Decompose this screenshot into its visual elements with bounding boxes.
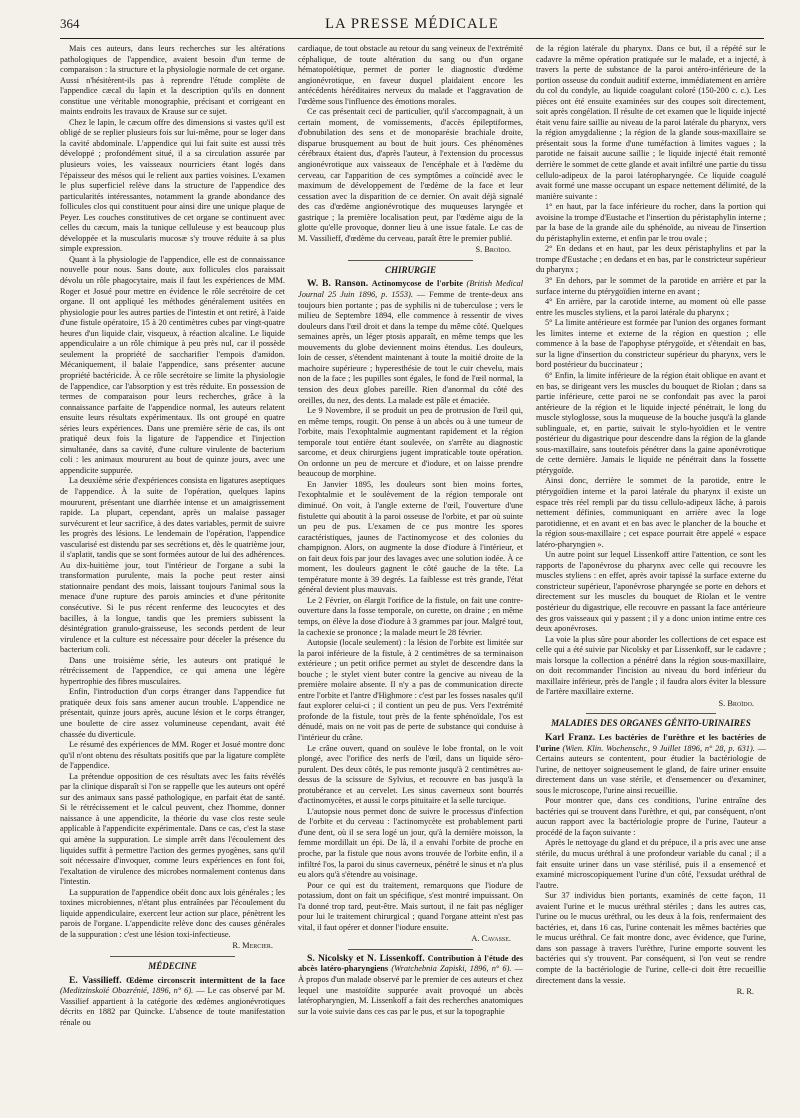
list-item: 6° Enfin, la limite inférieure de la région était oblique en avant et en bas, se dirigeant vers les muscles du bouquet de Riolan ; dans sa partie inférieure, cette paroi ne se confondait pas avec la paroi antérieure de la région et le liquide injecté pénétrait, le long du muscle styloglosse, sous la muqueuse de la bouche jusqu'à la glande sublinguale, et, en partie, suivait le stylo-hyoïdien et le ventre postérieur du digastrique pour descendre dans la région de la glande sous-maxillaire, sans toutefois pénétrer dans la gaine aponévrotique de cette dernière. Jamais le liquide ne pénétrait dans la fossette ptérygoïde. (536, 370, 766, 475)
signature: R. Mercier. (232, 941, 273, 951)
article-author: Karl Franz. (545, 732, 596, 743)
paragraph: Quant à la physiologie de l'appendice, elle est de connaissance nouvelle pour nous. Sans doute, aux follicules clos paraissait dévolu un rôle phagocytaire, mais il faut les expériences de MM. Roger et Josué pour mettre en évidence le rôle secrétoire de cet organe. Il ont appliqué les méthodes généralement usitées en physiologie pour les autres parties de l'intestin et ont retiré, à l'aide d'une fistule opératoire, 15 à 20 centimètres cubes par vingt-quatre heures d'un liquide clair, visqueux, à réaction alcaline. Le liquide appendiculaire a un rôle chimique à peu près nul, car il possède seulement la propriété de saccharifier l'empois d'amidon. Mécaniquement, il balaie l'appendice, sans présenter aucune propriété bactéricide. À ce rôle secrétoire se limite la physiologie de l'appendice, car l'absorption y est très réduite. En possession de termes de comparaison pour leurs recherches, grâce à la connaissance parfaite de l'appendice normal, les auteurs relatent ensuite leurs résultats expérimentaux. Ils ont groupé en quatre séries leurs expériences. Dans une première série de cas, ils ont pratiqué deux fois la ligature de l'appendice et l'injection simultanée, dans sa cavité, d'une culture virulente de bacterium coli : les animaux moururent au bout de quinze jours, avec une appendicite suppurée. (60, 254, 285, 475)
page-header (60, 14, 764, 39)
abstract-vassilieff (60, 976, 285, 1029)
paragraph: Pour ce qui est du traitement, remarquons que l'iodure de potassium, dont on fait un spécifique, s'est montré impuissant. On l'a donné trop tard, peut-être. Mais surtout, il ne fait pas négliger pour lui le traitement chirurgical ; quand l'organe atteint n'est pas vital, il faut opérer et donner l'iodure ensuite. (298, 880, 523, 932)
abstract-ranson (298, 279, 523, 406)
list-item: 5° La limite antérieure est formée par l'union des organes formant les limites interne et externe de la région en question ; elle commence à la base de l'apophyse ptérygoïde, et s'étendait en bas, sur la ligne d'insertion du constricteur supérieur du pharynx, vers le bord postérieur du buccinateur ; (536, 318, 766, 370)
journal-title: LA PRESSE MÉDICALE (325, 16, 499, 32)
paragraph: L'autopsie nous permet donc de suivre le processus d'infection de l'orbite et du cerveau : l'actinomycète est probablement parti d'une dent, où il se sera logé un jour, qu'à la dernière moisson, la femme mordillait un épi. De là, il a envahi l'orbite de proche en proche, par la fistule que nous avons trouvée de l'orbite enfin, il a infiltré l'os, la paroi du sinus caverneux, pénétré le sinus et n'a plus eu alors qu'à s'étendre au voisinage. (298, 806, 523, 880)
article-source: (British Medical Journal 25 Juin 1896, p. 1553). (298, 279, 523, 300)
abstract-nicolsky-lissenkoff (298, 954, 523, 1017)
section-heading-genito-urinaires: MALADIES DES ORGANES GÉNITO-URINAIRES (551, 718, 751, 729)
paragraph: La voie la plus sûre pour aborder les collections de cet espace est celle qui a été suivie par Nicolsky et par Lissenkoff, sur le cadavre ; mais lorsque la collection a pénétré dans la région sous-maxillaire, on doit recommander l'incision au niveau du bord inférieur du maxillaire inférieur, près de l'angle ; il faudra alors éviter la blessure de l'artère maxillaire externe. (536, 634, 766, 697)
paragraph: Pour montrer que, dans ces conditions, l'urine entraîne des bactéries qui se trouvent dans l'urèthre, et qui, par conséquent, n'ont aucun rapport avec la bactériologie propre de l'urine, l'auteur a procédé de la façon suivante : (536, 796, 766, 837)
divider (348, 949, 473, 950)
article-text: — Femme de trente-deux ans toujours bien portante ; pas de syphilis ni de tuberculose ; vers le milieu de Septembre 1894, elle commence à ressentir de vives douleurs dans l'œil droit et dans la tempe du même côté. Quelques semaines après, un léger ptosis apparaît, en même temps que les mouvements du globe deviennent moins étendus. Les douleurs, loin de cesser, s'étendent maintenant à toute la moitié droite de la machoire supérieure ; hyperesthésie de tout le cuir chevelu, mais non de la face ; les pupilles sont égales, le fond de l'œil normal, la tension des deux globes pareille. Rien d'anormal du côté des oreilles, du nez, des dents. La malade est pâle et émaciée. (298, 290, 523, 405)
paragraph: Chez le lapin, le cæcum offre des dimensions si vastes qu'il est obligé de se replier plusieurs fois sur lui-même, pour se loger dans la cavité abdominale. L'appendice qui lui fait suite est aussi très développé ; profondément situé, il a sa circulation assurée par plusieurs voies, les vaisseaux nourriciers étant logés dans l'épaisseur des mésos qui le relient aux parties voisines. L'examen le plus superficiel relève dans la structure de l'appendice des particularités intéressantes, notamment la grande abondance des follicules clos qui constituent pour ainsi dire une unique plaque de Peyer. Les couches constitutives de cet organe se continuent avec celles du cæcum, mais la tunique celluleuse y est beaucoup plus développée et la muscularis mucosæ s'y trouve réduite à sa plus simple expression. (60, 117, 285, 254)
paragraph: Le 9 Novembre, il se produit un peu de protrusion de l'œil qui, en même temps, rougit. On pense à un abcès ou à une tumeur de l'orbite, mais l'exophtalmie augmentant rapidement et la région temporale tout entière étant soulevée, on s'arrête au diagnostic sarcome, et deux chirurgiens jugent impraticable toute opération. On ordonne un peu de mercure et d'iodure, et on laisse prendre beaucoup de morphine. (298, 406, 523, 479)
list-item: 1° en haut, par la face inférieure du rocher, dans la portion qui avoisine la trompe d'Eustache et l'insertion du péristaphylin interne ; par la base de la grande aile du sphénoïde, au niveau de l'insertion du péristaphylin externe, et enfin par le trou ovale ; (536, 202, 766, 243)
paragraph: La prétendue opposition de ces résultats avec les faits révélés par la clinique disparaît si l'on se rappelle que les auteurs ont opéré sur des animaux sans passé pathologique, en parfait état de santé. Si le rétrécissement et le calcul peuvent, chez l'homme, donner naissance à une appendicite, la théorie du vase clos reste seule applicable à l'appendicite expérimentale. Dans ce cas, c'est la stase qui amène la suppuration. Le simple arrêt dans l'écoulement des liquides suffit à permettre l'action des germes pyogènes, sans qu'il soit nécessaire d'invoquer, comme leurs expériences en font foi, l'exaltation de virulence des microbes normalement contenus dans l'intestin. (60, 771, 285, 887)
paragraph: Un autre point sur lequel Lissenkoff attire l'attention, ce sont les rapports de l'aponévrose du pharynx avec celle qui recouvre les muscles styliens : en effet, après avoir tapissé la surface externe du constricteur supérieur, l'aponévrose pharyngée se porte en dehors et directement sur les muscles du bouquet de Riolan et le ventre postérieur du digastrique, elle recouvre en passant la face antérieure des gros vaisseaux qui y passent ; il y a donc union intime entre ces deux aponévroses. (536, 550, 766, 634)
paragraph: Ainsi donc, derrière le sommet de la parotide, entre le ptérygoïdien interne et la paroi latérale du pharynx il existe un espace très réel rempli par du tissu cellulo-adipeux lâche, à parois nettement définies, communiquant en arrière avec la loge parotidienne, et en avant et en bas avec le plancher de la bouche et la région sous-maxillaire ; cet espace pourrait être appelé « espace latéro-pharyngien ». (536, 476, 766, 549)
signature: S. Broïdo. (475, 245, 511, 255)
paragraph: Dans une troisième série, les auteurs ont pratiqué le rétrécissement de l'appendice, ce qui amena une légère hypertrophie des fibres musculaires. (60, 655, 285, 686)
paragraph: Ce cas présentait ceci de particulier, qu'il s'accompagnait, à un certain moment, de vomissements, d'accès épileptiformes, d'obnubilation des sens et de monoparésie brachiale droite, disparue brusquement au bout de huit jours. Ces phénomènes cérébraux étaient dus, d'après l'auteur, à l'extension du processus angionévrotique aux vaisseaux de l'encéphale et à l'œdème du cerveau, car l'apparition de ces symptômes a coïncidé avec le maximum de développement de l'œdème de la face et leur cessation avec la disparition de ce dernier. On avait déjà signalé des cas d'œdème angionévrotique des muqueuses laryngée et gastrique ; la première localisation peut, par l'œdème aigu de la glotte qu'elle provoque, donner lieu à une issue fatale. Le cas de M. Vassilieff, d'œdème du cerveau, paraît être le premier publié. (298, 107, 523, 243)
article-author: W. B. Ranson. (307, 278, 369, 290)
divider (586, 713, 716, 714)
column-middle (298, 44, 523, 1110)
divider (110, 956, 235, 957)
list-item: 4° En arrière, par la carotide interne, au moment où elle passe entre les muscles styliens, et la paroi latérale du pharynx ; (536, 297, 766, 317)
paragraph: Autopsie (locale seulement) : la lésion de l'orbite est limitée sur la paroi inférieure de la fistule, à 2 centimètres de sa terminaison extérieure ; un petit orifice permet au stylet de descendre dans la bouche ; le stylet vient buter contre la gencive au niveau de la première molaire absente. Il n'y a pas de communication directe entre l'orbite et l'antre d'Highmore : c'est par les fosses nasales qu'il faut explorer celui-ci ; il contient un peu de pus. Vers l'extrémité profonde de la fistule, tout près de la fente sphénoïdale, l'os est dénudé, mais on ne voit pas de perte de substance qui conduise à l'intérieur du crâne. (298, 638, 523, 742)
article-title: Actinomycose de l'orbite (371, 279, 463, 289)
article-text: — Certains auteurs se contentent, pour étudier la bactériologie de l'urine, de nettoyer soigneusement le gland, de faire uriner ensuite directement dans un vase stérile, et d'ensemencer ou d'examiner, sous le microscope, l'urine ainsi recueillie. (536, 743, 766, 795)
paragraph: Après le nettoyage du gland et du prépuce, il a pris avec une anse stérile, du mucus uréthral à une profondeur variable du canal ; il a fait ensuite uriner dans un vase stérilisé, puis il a ensemencé et examiné microscopiquement l'urine d'un côté, l'exsudat uréthral de l'autre. (536, 838, 766, 890)
section-heading-medecine: MÉDECINE (148, 961, 197, 972)
article-author: S. Nicolsky et N. Lissenkoff. (307, 952, 425, 964)
paragraph: En Janvier 1895, les douleurs sont bien moins fortes, l'exophtalmie et le soulèvement de la région temporale ont diminué. On voit, à l'angle externe de l'œil, l'ouverture d'une fistulette qui aboutit à la paroi osseuse de l'orbite, et par où suinte un peu de pus. L'examen de ce pus montre les spores caractéristiques, jaunes de l'actinomycose et des colonies du champignon. Alors, on augmente la dose d'iodure à l'intérieur, et on fait deux fois par jour des lavages avec une solution iodée. À ce moment, les douleurs gagnent le côté gauche de la tête. La température monte à 39 degrés. La faiblesse est très grande, l'état général devient plus mauvais. (298, 479, 523, 595)
list-item: 3° En dehors, par le sommet de la parotide en arrière et par la surface interne du ptérygoïdien interne en avant ; (536, 276, 766, 296)
section-heading-chirurgie: CHIRURGIE (384, 264, 437, 275)
article-title: Œdème circonscrit intermittent de la face (125, 975, 285, 985)
article-author: E. Vassilieff. (69, 974, 122, 986)
article-source: (Wien. Klin. Wochenschr., 9 Juillet 1896, n° 28, p. 631). (562, 743, 755, 753)
article-source: (Wratchebnia Zapiski, 1896, n° 6). (391, 964, 512, 974)
page-number: 364 (60, 16, 80, 31)
paragraph: Le crâne ouvert, quand on soulève le lobe frontal, on le voit plongé, avec l'orifice des nerfs de l'œil, dans un liquide séro-purulent. Des deux côtés, le pus remonte jusqu'à 2 centimètres au-dessus de la scissure de Sylvius, et recouvre en bas jusqu'à la protubérance et au cervelet. Les sinus caverneux sont bourrés d'actinomycètes, et aussi le corps pituitaire et la selle turcique. (298, 743, 523, 806)
article-text: — À propos d'un malade observé par le premier de ces auteurs et chez lequel une mastoïdite suppurée avait provoqué un abcès latéropharyngien, M. Lissenkoff a fait des recherches anatomiques sur la voie suivie dans ces cas par le pus, et sur la topographie (298, 964, 523, 1016)
article-title: Contribution à l'étude des abcès latéro-pharyngiens (298, 953, 523, 974)
paragraph: La deuxième série d'expériences consista en ligatures aseptiques de l'appendice. À la suite de l'opération, quelques lapins moururent, présentant une diarrhée intense et un amaigrissement rapide. La plupart, cependant, après un malaise passager survécurent et leur sacrifice, à des dates variables, permit de suivre les progrès des lésions. Le lendemain de l'opération, l'appendice vascularisé est distendu par ses secrétions et, dès le quatrième jour, il s'aplatit, tandis que se sont formées autour de lui des adhérences. Au dix-huitième jour, tout l'intérieur de l'organe a subi la transformation purulente, mais la poche peut rester ainsi stationnaire pendant des mois, laissant toujours l'animal sous la menace d'une rupture des parois amincies et d'une péritonite consécutive. Si le pus récent renferme des leucocytes et des bacilles, à la longue, tandis que les premiers subissent la désintégration granulo-graisseuse, les seconds perdent de leur virulence et la culture est nécessaire pour déceler la présence du bacterium coli. (60, 476, 285, 655)
abstract-franz (536, 733, 766, 796)
column-right (536, 44, 766, 1110)
divider (348, 260, 473, 261)
signature: S. Broïdo. (718, 698, 754, 708)
signature: A. Cavasse. (471, 934, 511, 944)
paragraph: Sur 37 individus bien portants, examinés de cette façon, 11 avaient l'urine et le mucus uréthral stériles ; dans les autres cas, l'urine ou le mucus uréthral, ou les deux à la fois, renfermaient des bactéries, et, dans 16 cas, l'urine contenait les mêmes bactéries que le mucus uréthral. Ce fait montre donc, avec évidence, que l'urine, dans son passage à travers l'urèthre, l'urine emporte souvent les bactéries qui s'y trouvent. Par conséquent, si l'on veut se rendre compte de la bactériologie de l'urine, celle-ci doit être recueillie directement dans la vessie. (536, 891, 766, 985)
paragraph: de la région latérale du pharynx. Dans ce but, il a répété sur le cadavre la même opération pratiquée sur le malade, et a injecté, à travers la perte de substance de la paroi antéro-inférieure de la portion osseuse du conduit auditif externe, immédiatement en arrière du col du condyle, au liquide coagulant coloré (150-200 c. c.). Les pièces ont été ensuite examinées sur des coupes soit directement, soit après congélation. Il résulte de cet examen que le liquide injecté était venu faire saillie au niveau de la paroi latérale du pharynx, vers la région amygdalienne ; la région de la glande sous-maxillaire se présentait sous la forme d'une tuméfaction à limites vagues ; la parotide ne faisait aucune saillie ; le liquide injecté était remonté derrière le sommet de cette glande et avait infiltré une partie du tissu cellulo-adipeux de la paroi latéropharyngée. Ce liquide coagulé avait formé une masse occupant un espace nettement délimité, de la manière suivante : (536, 44, 766, 201)
paragraph: Mais ces auteurs, dans leurs recherches sur les altérations pathologiques de l'appendice, avaient besoin d'un terme de comparaison : la structure et la physiologie normale de cet organe. Aussi n'hésitèrent-ils pas à reprendre l'étude complète de l'appendice cæcal du lapin et la description qu'ils en donnent constitue une véritable monographie, précisant et corrigeant en maints endroits les travaux de Krause sur ce sujet. (60, 44, 285, 117)
paragraph: Enfin, l'introduction d'un corps étranger dans l'appendice fut pratiquée deux fois sans amener aucun trouble. L'appendice ne présentait, quinze jours après, aucune lésion et le corps étranger, une boulette de cire assez volumineuse cependant, avait été chassée du diverticule. (60, 687, 285, 739)
article-title: Les bactéries de l'urèthre et les bactéries de l'urine (536, 733, 766, 753)
signature: R. R. (736, 987, 754, 997)
paragraph: Le 2 Février, on élargit l'orifice de la fistule, on fait une contre-ouverture dans la fosse temporale, on curette, on draine ; en même temps, on élève la dose d'iodure à 3 grammes par jour. Malgré tout, la cachexie se prononce ; la malade meurt le 28 février. (298, 595, 523, 637)
paragraph: Le résumé des expériences de MM. Roger et Josué montre donc qu'il n'ont obtenu des résultats positifs que par la ligature complète de l'appendice. (60, 740, 285, 771)
article-source: (Meditzinskoïé Obozrénié, 1896, n° 6). (60, 986, 194, 996)
column-left (60, 44, 285, 1110)
list-item: 2° En dedans et en haut, par les deux péristaphylins et par la trompe d'Eustache ; en dedans et en bas, par le constricteur supérieur du pharynx ; (536, 244, 766, 275)
article-text: — Le cas observé par M. Vassilief appartient à la catégorie des œdèmes angionévrotiques décrits en 1882 par Quincke. L'absence de toute manifestation rénale ou (60, 986, 285, 1027)
paragraph: La suppuration de l'appendice obéit donc aux lois générales ; les toxines microbiennes, n'étant plus entraînées par l'écoulement du liquide appendiculaire, exercent leur action sur place, pénètrent les parois de l'organe. L'appendicite relève donc des causes générales de la suppuration : c'est une lésion toxi-infectieuse. (60, 887, 285, 939)
paragraph: cardiaque, de tout obstacle au retour du sang veineux de l'extrémité céphalique, de toute altération du sang ou d'un organe hématopoïétique, permet de porter le diagnostic d'œdème angionévrotique, en faveur duquel plaidaient encore les antécédents héréditaires nerveux du malade et l'aggravation de l'œdème sous l'influence des émotions morales. (298, 44, 523, 106)
